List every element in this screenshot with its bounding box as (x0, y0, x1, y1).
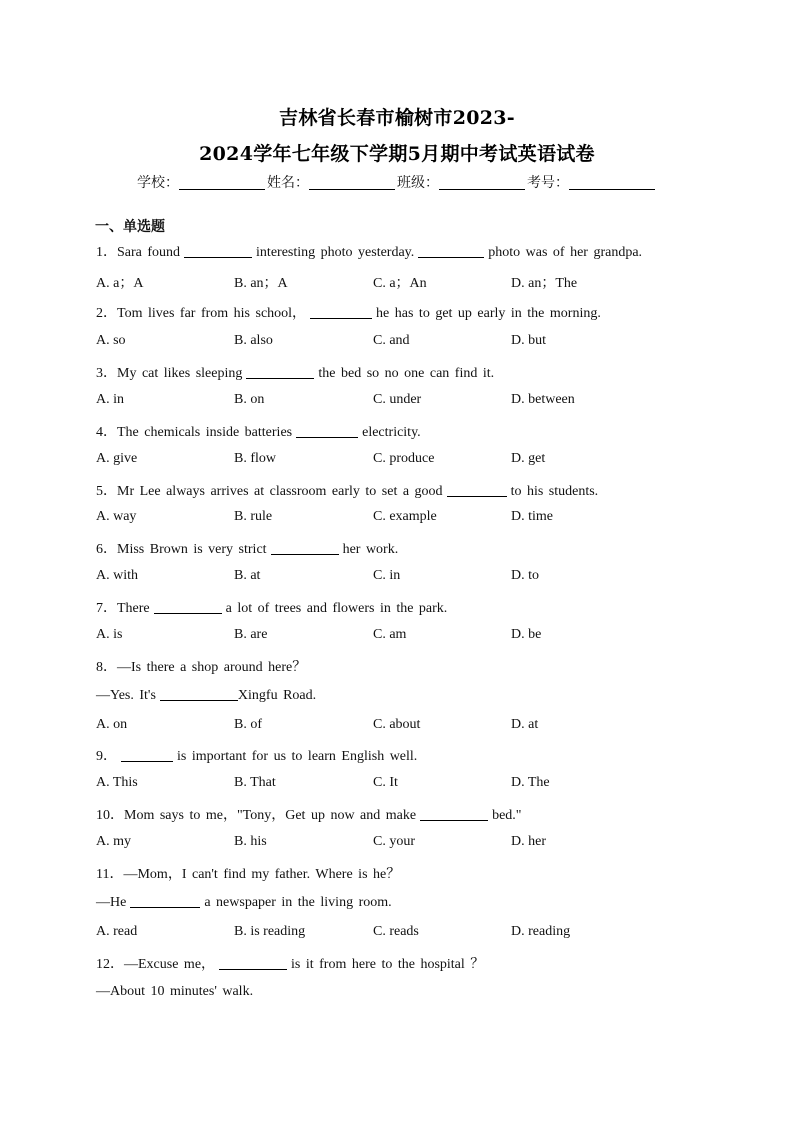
question-text: —About 10 minutes' walk. (96, 984, 254, 999)
question-8 (96, 656, 306, 676)
option-c[interactable]: C. am (373, 627, 407, 642)
option-d[interactable]: D. time (511, 509, 553, 524)
question-text: interesting photo yesterday. (256, 245, 415, 260)
section-heading: 一、单选题 (95, 219, 165, 235)
question-2 (96, 302, 601, 322)
exam-title-line1: 吉林省长春市榆树市2023- (279, 107, 515, 129)
question-text: 1．Sara found (96, 245, 181, 260)
option-c[interactable]: C. in (373, 568, 401, 583)
option-d[interactable]: D. between (511, 392, 575, 407)
option-d[interactable]: D. but (511, 333, 546, 348)
answer-blank (310, 305, 372, 319)
option-b[interactable]: B. is reading (234, 924, 306, 939)
exam-number-label: 考号： (527, 175, 569, 191)
question-1 (96, 241, 642, 261)
options-6 (96, 568, 716, 588)
answer-blank (219, 956, 287, 970)
question-text: 6．Miss Brown is very strict (96, 542, 267, 557)
answer-blank (418, 244, 484, 258)
option-d[interactable]: D. reading (511, 924, 571, 939)
option-c[interactable]: C. It (373, 775, 398, 790)
question-7 (96, 597, 447, 617)
question-10 (96, 804, 522, 824)
question-text: Xingfu Road. (237, 688, 317, 703)
options-8 (96, 717, 716, 737)
question-8-reply (96, 687, 316, 704)
question-11 (96, 863, 400, 883)
school-label: 学校： (137, 175, 179, 191)
question-text: is it from here to the hospital ？ (291, 957, 485, 972)
option-a[interactable]: A. give (96, 451, 138, 466)
question-9 (96, 745, 417, 765)
question-11-reply (96, 894, 392, 911)
question-text: 12．—Excuse me， (96, 957, 216, 972)
question-text: 2．Tom lives far from his school， (96, 306, 307, 321)
question-text: to his students. (510, 484, 599, 499)
answer-blank (420, 807, 488, 821)
question-12 (96, 953, 484, 973)
question-text: 3．My cat likes sleeping (96, 366, 243, 381)
exam-number-blank[interactable] (569, 175, 655, 190)
answer-blank (160, 687, 238, 701)
options-3 (96, 392, 716, 412)
answer-blank (130, 894, 200, 908)
option-a[interactable]: A. my (96, 834, 131, 849)
answer-blank (154, 600, 222, 614)
options-7 (96, 627, 716, 647)
answer-blank (296, 424, 358, 438)
option-b[interactable]: B. That (234, 775, 276, 790)
class-label: 班级： (397, 175, 439, 191)
question-text: —He (96, 895, 127, 910)
question-text: 9． (96, 749, 117, 764)
option-d[interactable]: D. at (511, 717, 539, 732)
option-c[interactable]: C. produce (373, 451, 435, 466)
option-b[interactable]: B. his (234, 834, 267, 849)
options-2 (96, 333, 716, 353)
option-c[interactable]: C. a；An (373, 276, 427, 291)
option-d[interactable]: D. an；The (511, 276, 578, 291)
option-d[interactable]: D. to (511, 568, 539, 583)
option-c[interactable]: C. under (373, 392, 422, 407)
student-info-row (0, 172, 794, 192)
question-text: electricity. (362, 425, 421, 440)
option-a[interactable]: A. read (96, 924, 138, 939)
question-text: a newspaper in the living room. (204, 895, 392, 910)
option-b[interactable]: B. of (234, 717, 262, 732)
question-text: her work. (342, 542, 399, 557)
answer-blank (447, 483, 507, 497)
option-a[interactable]: A. with (96, 568, 138, 583)
option-d[interactable]: D. be (511, 627, 542, 642)
question-12-reply (96, 984, 253, 1000)
question-text: a lot of trees and flowers in the park. (225, 601, 448, 616)
options-10 (96, 834, 716, 854)
question-text: photo was of her grandpa. (488, 245, 643, 260)
options-5 (96, 509, 716, 529)
option-d[interactable]: D. get (511, 451, 546, 466)
question-text: 7．There (96, 601, 150, 616)
question-text: he has to get up early in the morning. (376, 306, 601, 321)
question-text: is important for us to learn English well. (177, 749, 418, 764)
option-c[interactable]: C. about (373, 717, 421, 732)
question-text: —Yes. It's (96, 688, 156, 703)
options-4 (96, 451, 716, 471)
option-b[interactable]: B. are (234, 627, 268, 642)
option-b[interactable]: B. an；A (234, 276, 288, 291)
option-a[interactable]: A. so (96, 333, 126, 348)
option-d[interactable]: D. her (511, 834, 546, 849)
question-5 (96, 480, 598, 500)
option-b[interactable]: B. also (234, 333, 273, 348)
question-3 (96, 362, 494, 382)
question-text: 5．Mr Lee always arrives at classroom early to set a good (96, 484, 443, 499)
option-c[interactable]: C. reads (373, 924, 419, 939)
question-4 (96, 421, 421, 441)
options-1 (96, 272, 716, 292)
option-c[interactable]: C. and (373, 333, 410, 348)
option-a[interactable]: A. This (96, 775, 138, 790)
option-b[interactable]: B. on (234, 392, 265, 407)
option-c[interactable]: C. example (373, 509, 437, 524)
question-6 (96, 538, 398, 558)
name-blank[interactable] (309, 175, 395, 190)
option-b[interactable]: B. rule (234, 509, 273, 524)
option-b[interactable]: B. at (234, 568, 261, 583)
answer-blank (121, 748, 173, 762)
option-c[interactable]: C. your (373, 834, 415, 849)
name-label: 姓名： (267, 175, 309, 191)
question-text: 11．—Mom，I can't find my father. Where is he？ (96, 867, 401, 882)
option-a[interactable]: A. a；A (96, 276, 144, 291)
option-a[interactable]: A. is (96, 627, 123, 642)
question-text: bed." (492, 808, 522, 823)
options-11 (96, 924, 716, 944)
question-text: 10．Mom says to me，"Tony，Get up now and make (96, 808, 417, 823)
option-a[interactable]: A. way (96, 509, 137, 524)
options-9 (96, 775, 716, 795)
option-d[interactable]: D. The (511, 775, 550, 790)
school-blank[interactable] (179, 175, 265, 190)
answer-blank (271, 541, 339, 555)
option-a[interactable]: A. on (96, 717, 128, 732)
exam-title-line2: 2024学年七年级下学期5月期中考试英语试卷 (199, 143, 595, 165)
question-text: 4．The chemicals inside batteries (96, 425, 293, 440)
option-b[interactable]: B. flow (234, 451, 276, 466)
question-text: 8．—Is there a shop around here？ (96, 660, 307, 675)
answer-blank (184, 244, 252, 258)
option-a[interactable]: A. in (96, 392, 124, 407)
class-blank[interactable] (439, 175, 525, 190)
question-text: the bed so no one can find it. (318, 366, 495, 381)
answer-blank (246, 365, 314, 379)
